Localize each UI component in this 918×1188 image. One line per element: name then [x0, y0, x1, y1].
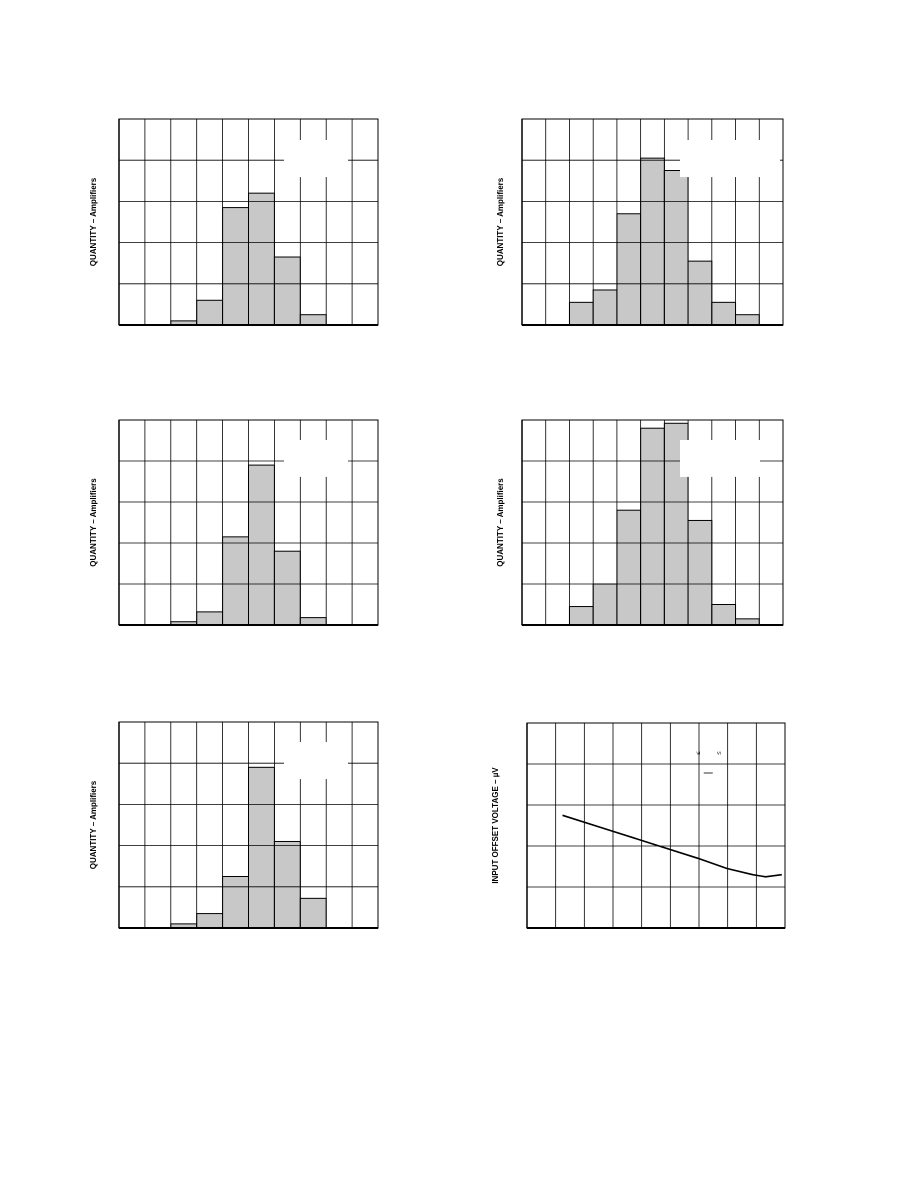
histogram-bar: [300, 898, 326, 928]
charts-group: [89, 119, 785, 928]
chart-panel-3: [89, 420, 378, 625]
histogram-bar: [569, 607, 593, 625]
chart-panel-6: [491, 723, 785, 928]
conditions-box: [680, 440, 760, 477]
histogram-bar: [688, 261, 712, 325]
histogram-bar: [641, 158, 665, 325]
y-axis-label: QUANTITY – Amplifiers: [496, 177, 505, 267]
y-axis-label: QUANTITY – Amplifiers: [89, 177, 98, 267]
chart-panel-2: [496, 119, 783, 325]
chart-panel-4: [496, 420, 783, 625]
conditions-box: [284, 140, 348, 177]
histogram-bar: [223, 877, 249, 929]
histogram-bar: [736, 315, 760, 325]
histogram-bar: [249, 465, 275, 625]
histogram-bar: [712, 302, 736, 325]
histogram-bar: [569, 302, 593, 325]
y-axis-label: QUANTITY – Amplifiers: [496, 478, 505, 567]
histogram-bar: [274, 551, 300, 625]
chart-panel-5: [89, 722, 378, 928]
conditions-box: [680, 140, 780, 177]
plot-frame: [527, 723, 785, 928]
histogram-bar: [688, 520, 712, 625]
chart-panel-1: [89, 119, 378, 325]
histogram-bar: [593, 290, 617, 325]
conditions-box: [284, 742, 348, 779]
histogram-bar: [593, 584, 617, 625]
histogram-bar: [300, 315, 326, 325]
condition-symbol: ≤: [716, 751, 723, 755]
histogram-bar: [712, 605, 736, 626]
histogram-bar: [274, 257, 300, 325]
condition-symbol: ≤: [695, 751, 702, 755]
histogram-bar: [223, 537, 249, 625]
y-axis-label: INPUT OFFSET VOLTAGE – µV: [491, 767, 500, 884]
histogram-bar: [300, 618, 326, 625]
y-axis-label: QUANTITY – Amplifiers: [89, 780, 98, 870]
histogram-bar: [664, 171, 688, 326]
histogram-bar: [197, 914, 223, 928]
histogram-bar: [197, 612, 223, 625]
histogram-bar: [274, 841, 300, 928]
histogram-bar: [223, 208, 249, 325]
histogram-bar: [197, 300, 223, 325]
histogram-bar: [617, 510, 641, 625]
histogram-bar: [249, 193, 275, 325]
y-axis-label: QUANTITY – Amplifiers: [89, 478, 98, 567]
histogram-bar: [617, 214, 641, 325]
histogram-bar: [641, 428, 665, 625]
histogram-bar: [249, 767, 275, 928]
conditions-box: [284, 440, 348, 477]
